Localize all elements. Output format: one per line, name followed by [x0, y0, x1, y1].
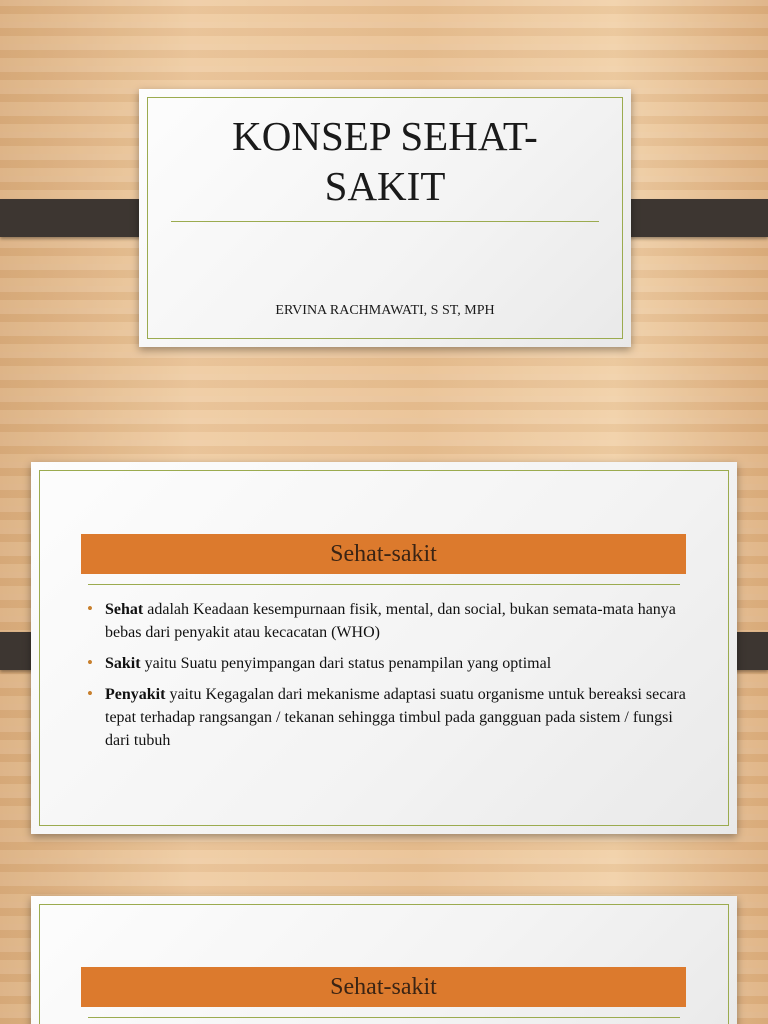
- slide-3-content[interactable]: [31, 896, 737, 1024]
- binder-clip-right-1: [613, 199, 768, 237]
- bullet-item: [87, 598, 691, 644]
- bullet-icon: •: [87, 653, 93, 672]
- bullet-icon: •: [87, 684, 93, 703]
- slide-2-content[interactable]: [31, 462, 737, 834]
- bullet-item: [87, 652, 691, 675]
- title-line-2: SAKIT: [324, 163, 446, 209]
- bullet-text: adalah Keadaan kesempurnaan fisik, mental, dan social, bukan semata-mata hanya bebas dari penyakit atau kecacatan (WHO): [105, 601, 676, 641]
- bullet-term: Penyakit: [105, 686, 166, 703]
- bullet-term: Sakit: [105, 655, 141, 672]
- slide-heading: Sehat-sakit: [81, 534, 686, 574]
- title-divider: [171, 221, 599, 222]
- binder-clip-left-1: [0, 199, 156, 237]
- author-subtitle: ERVINA RACHMAWATI, S ST, MPH: [275, 303, 495, 318]
- presentation-title: [159, 111, 611, 211]
- bullet-list: [87, 598, 691, 760]
- slide-1-title[interactable]: [139, 89, 631, 347]
- heading-divider: [88, 1017, 680, 1018]
- bullet-item: [87, 683, 691, 752]
- bullet-text: yaitu Kegagalan dari mekanisme adaptasi suatu organisme untuk bereaksi secara tepat terhadap rangsangan / tekanan sehingga timbul pada gangguan pada sistem / fungsi dari tubuh: [105, 686, 686, 749]
- bullet-icon: •: [87, 599, 93, 618]
- bullet-text: yaitu Suatu penyimpangan dari status penampilan yang optimal: [140, 655, 552, 672]
- title-line-1: KONSEP SEHAT-: [232, 113, 538, 159]
- heading-divider: [88, 584, 680, 585]
- slide-heading: Sehat-sakit: [81, 967, 686, 1007]
- bullet-term: Sehat: [105, 601, 144, 618]
